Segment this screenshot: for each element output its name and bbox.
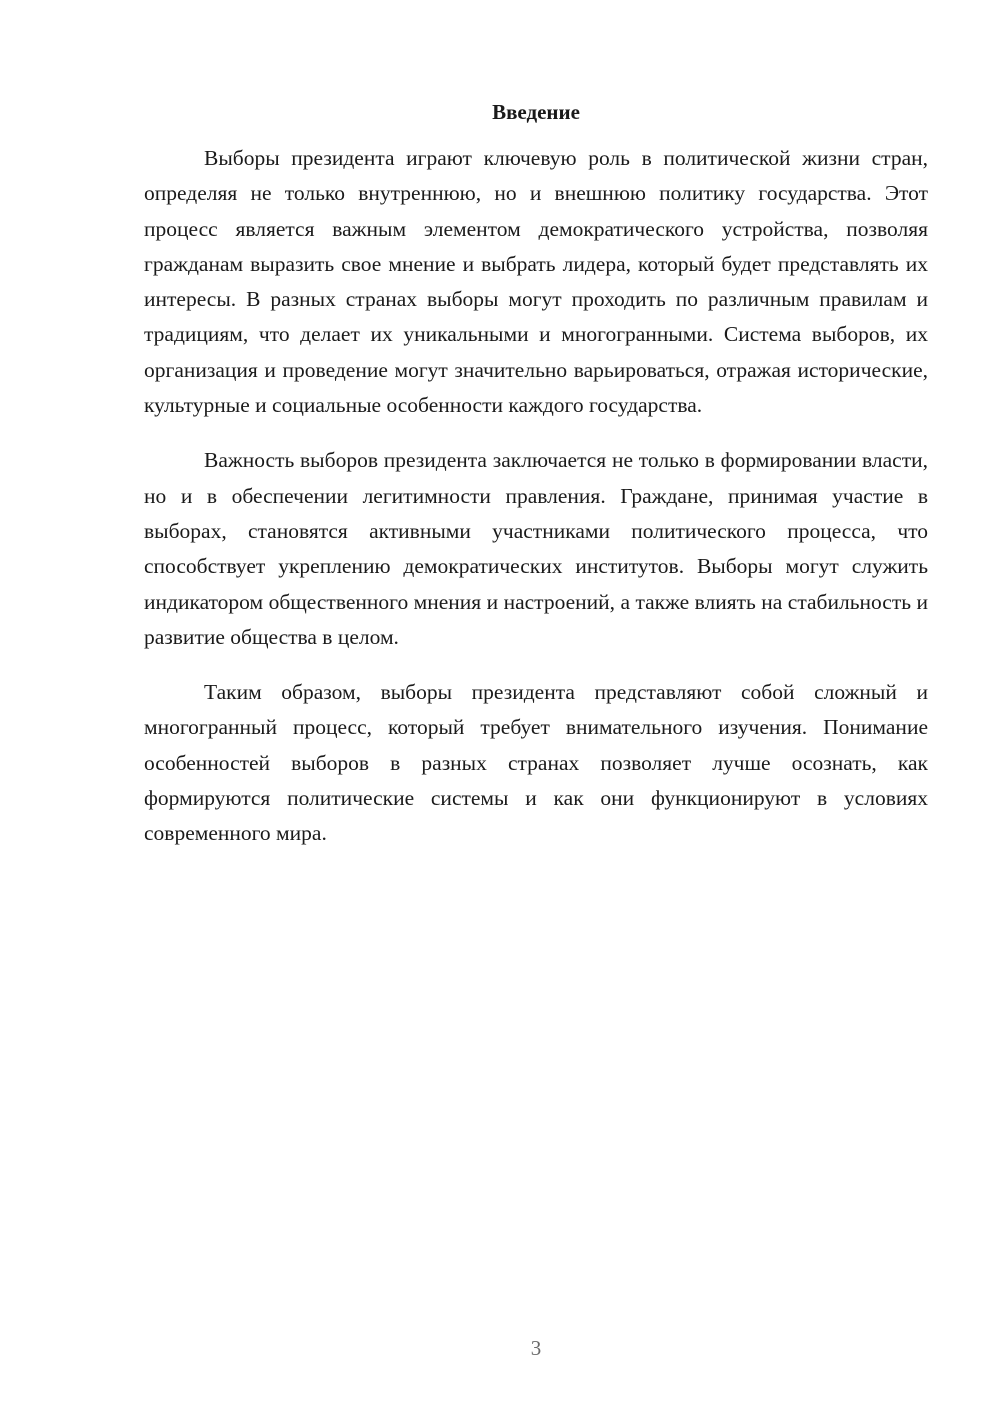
paragraph-2: Важность выборов президента заключается не только в формировании власти, но и в обеспечении легитимности правления. Граждане, принимая участие в выборах, становятся активными участниками политического процесса, что способствует укреплению демократических институтов. Выборы могут служить индикатором общественного мнения и настроений, а также влиять на стабильность и развитие общества в целом.	[144, 448, 928, 649]
section-title: Введение	[492, 100, 580, 124]
paragraph-1: Выборы президента играют ключевую роль в политической жизни стран, определяя не только внутреннюю, но и внешнюю политику государства. Этот процесс является важным элементом демократического устройства, позволяя гражданам выразить свое мнение и выбрать лидера, который будет представлять их интересы. В разных странах выборы могут проходить по различным правилам и традициям, что делает их уникальными и многогранными. Система выборов, их организация и проведение могут значительно варьироваться, отражая исторические, культурные и социальные особенности каждого государства.	[144, 146, 928, 418]
page-number: 3	[530, 1336, 542, 1360]
paragraph-3: Таким образом, выборы президента представляют собой сложный и многогранный процесс, который требует внимательного изучения. Понимание особенностей выборов в разных странах позволяет лучше осознать, как формируются политические системы и как они функционируют в условиях современного мира.	[144, 680, 928, 846]
body-text	[144, 141, 928, 872]
